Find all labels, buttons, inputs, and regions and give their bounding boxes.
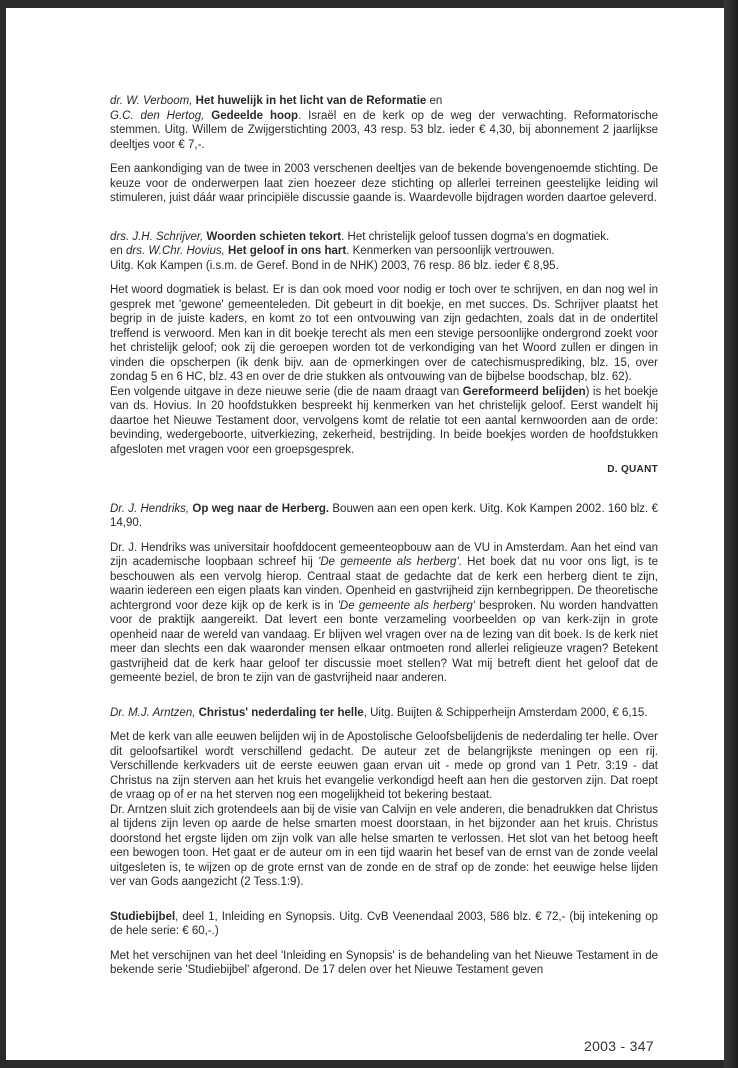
book-title: Christus' nederdaling ter helle [198,706,364,719]
entry-heading [110,706,658,721]
book-title: Op weg naar de Herberg. [192,502,330,515]
entry-heading [110,910,658,939]
publication-details: . Israël en de kerk op de weg der verwachting. Reformatorische stemmen. Uitg. Willem de Zwijgerstichting 2003, 43 resp. 53 blz. ieder € 4,30, bij abonnement 2 jaarlijkse deeltjes voor € 7,-. [110,109,658,151]
review-body: Het woord dogmatiek is belast. Er is dan ook moed voor nodig er toch over te schrijven, en dan nog wel in gesprek met 'gewone' gemeenteleden. Dit gebeurt in dit boekje, en met succes. Ds. Schrijver plaatst het begrip in de juiste kaders, en komt zo tot een ontvouwing van zijn gedachten, zoals dat in de ondertitel treffend is verwoord. Men kan in dit boekje terecht als men een stevige persoonlijke ondergrond zoekt voor het christelijk geloof; ook zij die geroepen worden tot de verkondiging van het Woord zullen er dingen in vinden die opscherpen (ik denk bijv. aan de opmerkingen over de catechismusprediking, blz. 15, over zondag 5 en 6 HC, blz. 43 en over de drie stukken als ontvouwing van de bijbelse boodschap, blz. 62). [110,284,658,383]
author: dr. W. Verboom, [110,95,193,107]
book-title: Studiebijbel [110,910,176,923]
author: drs. J.H. Schrijver, [110,230,204,243]
publication-details: Uitg. Kok Kampen (i.s.m. de Geref. Bond in de NHK) 2003, 76 resp. 86 blz. ieder € 8,95. [110,259,559,272]
cited-title: 'De gemeente als herberg' [318,556,459,568]
author: drs. W.Chr. Hovius, [126,245,225,257]
entry-heading-continued [110,109,658,153]
review-schrijver-hovius [110,230,658,478]
publication-details: , Uitg. Buijten & Schipperheijn Amsterdam 2000, € 6,15. [363,706,648,719]
reviewer-signature: D. QUANT [607,464,658,475]
review-body: Met de kerk van alle eeuwen belijden wij in de Apostolische Geloofsbelijdenis de nederdaling ter helle. Over dit geloofsartikel wordt verschillend gedacht. De auteur zet de belangrijkste meningen op een rij. Verschillende kerkvaders uit de eerste eeuwen gaan ervan uit - mede op grond van 1 Petr. 3:19 - dat Christus na zijn sterven aan het kruis het evangelie verkondigd heeft aan hen die gestorven zijn. Dat roept de vraag op of er na het sterven nog een mogelijkheid tot bekering bestaat. [110,731,658,801]
review-hendriks [110,502,658,686]
book-title: Gedeelde hoop [211,109,299,122]
author: Dr. J. Hendriks, [110,502,190,515]
series-name: Gereformeerd belijden [462,385,586,398]
review-verboom-denhertog [110,94,658,206]
page [6,8,724,1060]
review-arntzen [110,706,658,890]
entry-heading [110,230,658,245]
entry-heading [110,94,658,109]
book-title: Het geloof in ons hart [228,245,347,257]
subtitle: . Kenmerken van persoonlijk vertrouwen. [346,245,555,257]
review-column [110,94,658,978]
scan-edge [724,0,738,1068]
review-body-continued: Een volgende uitgave in deze nieuwe serie (die de naam draagt van Gereformeerd belijden) is het boekje van ds. Hovius. In 20 hoofdstukken bespreekt hij kenmerken van het christelijk geloof. Eerst wandelt hij daartoe het Nieuwe Testament door, vervolgens komt de relatie tot een aantal kernwoorden aan de orde: bevinding, wedergeboorte, uitverkiezing, zekerheid, bestrijding. In beide boekjes worden de hoofdstukken afgesloten met vragen voor een groepsgesprek. [110,385,658,456]
book-title: Woorden schieten tekort [206,230,342,243]
connector: en [426,95,443,107]
book-title: Het huwelijk in het licht van de Reformatie [195,95,427,107]
review-body: Met het verschijnen van het deel 'Inleiding en Synopsis' is de behandeling van het Nieuwe Testament in de bekende serie 'Studiebijbel' afgerond. De 17 delen over het Nieuwe Testament geven [110,949,658,976]
publication-details: Bouwen aan een open kerk. Uitg. Kok Kampen 2002. 160 blz. € 14,90. [110,502,658,529]
entry-heading-continued: en drs. W.Chr. Hovius, Het geloof in ons hart. Kenmerken van persoonlijk vertrouwen. [110,245,555,257]
review-body: Een aankondiging van de twee in 2003 verschenen deeltjes van de bekende bovengenoemde stichting. De keuze voor de onderwerpen laat zien hoezeer deze stichting op allerlei terreinen geestelijke leiding wil stimuleren, juist dáár waar principiële discussie gaande is. Waardevolle bijdragen worden daartoe geleverd. [110,163,658,204]
review-body: Dr. J. Hendriks was universitair hoofddocent gemeenteopbouw aan de VU in Amsterdam. Aan het eind van zijn academische loopbaan schreef hij 'De gemeente als herberg'. Het boek dat nu voor ons ligt, is te beschouwen als een vervolg hierop. Centraal staat de gedachte dat de kerk een herberg dient te zijn, waarin iedereen een eigen plaats kan vinden. Openheid en gastvrijheid zijn kernbegrippen. De theoretische achtergrond voor deze kijk op de kerk is in 'De gemeente als herberg' besproken. Nu worden handvatten voor de praktijk aangereikt. Dat levert een bonte verzameling voorbeelden op van kerk-zijn in grote openheid naar de wereld van vandaag. Er blijven wel vragen over na de lezing van dit boek. Is de kerk niet meer dan slechts een dak waaronder mensen elkaar ontmoeten rond allerlei religieuze vragen? Betekent gastvrijheid dat de kerk haar geloof ter discussie moet stellen? Wat mij betreft dient het geloof dat de gemeente beziel, de bron te zijn van de gastvrijheid naar anderen. [110,541,658,684]
publication-details: , deel 1, Inleiding en Synopsis. Uitg. CvB Veenendaal 2003, 586 blz. € 72,- (bij intekening op de hele serie: € 60,-.) [110,910,658,937]
entry-heading [110,502,658,531]
author: Dr. M.J. Arntzen, [110,706,196,719]
author: G.C. den Hertog, [110,109,205,122]
review-studiebijbel [110,910,658,978]
review-body-continued: Dr. Arntzen sluit zich grotendeels aan bij de visie van Calvijn en vele anderen, die benadrukken dat Christus al tijdens zijn leven op aarde de helse smarten moest doorstaan, in het bijzonder aan het kruis. Christus doorstond het ergste lijden om zijn volk van alle helse smarten te verlossen. Het slot van het betoog heeft een bewogen toon. Het gaat er de auteur om in een tijd waarin het besef van de ernst van de zonde veelal uitgesleten is, te wijzen op de grote ernst van de zonde en de straf op de zonde: het eeuwige helse lijden ver van Gods aangezicht (2 Tess.1:9). [110,803,658,888]
cited-title: 'De gemeente als herberg' [337,599,475,612]
page-number: 2003 - 347 [584,1038,654,1054]
subtitle: . Het christelijk geloof tussen dogma's en dogmatiek. [341,230,610,243]
